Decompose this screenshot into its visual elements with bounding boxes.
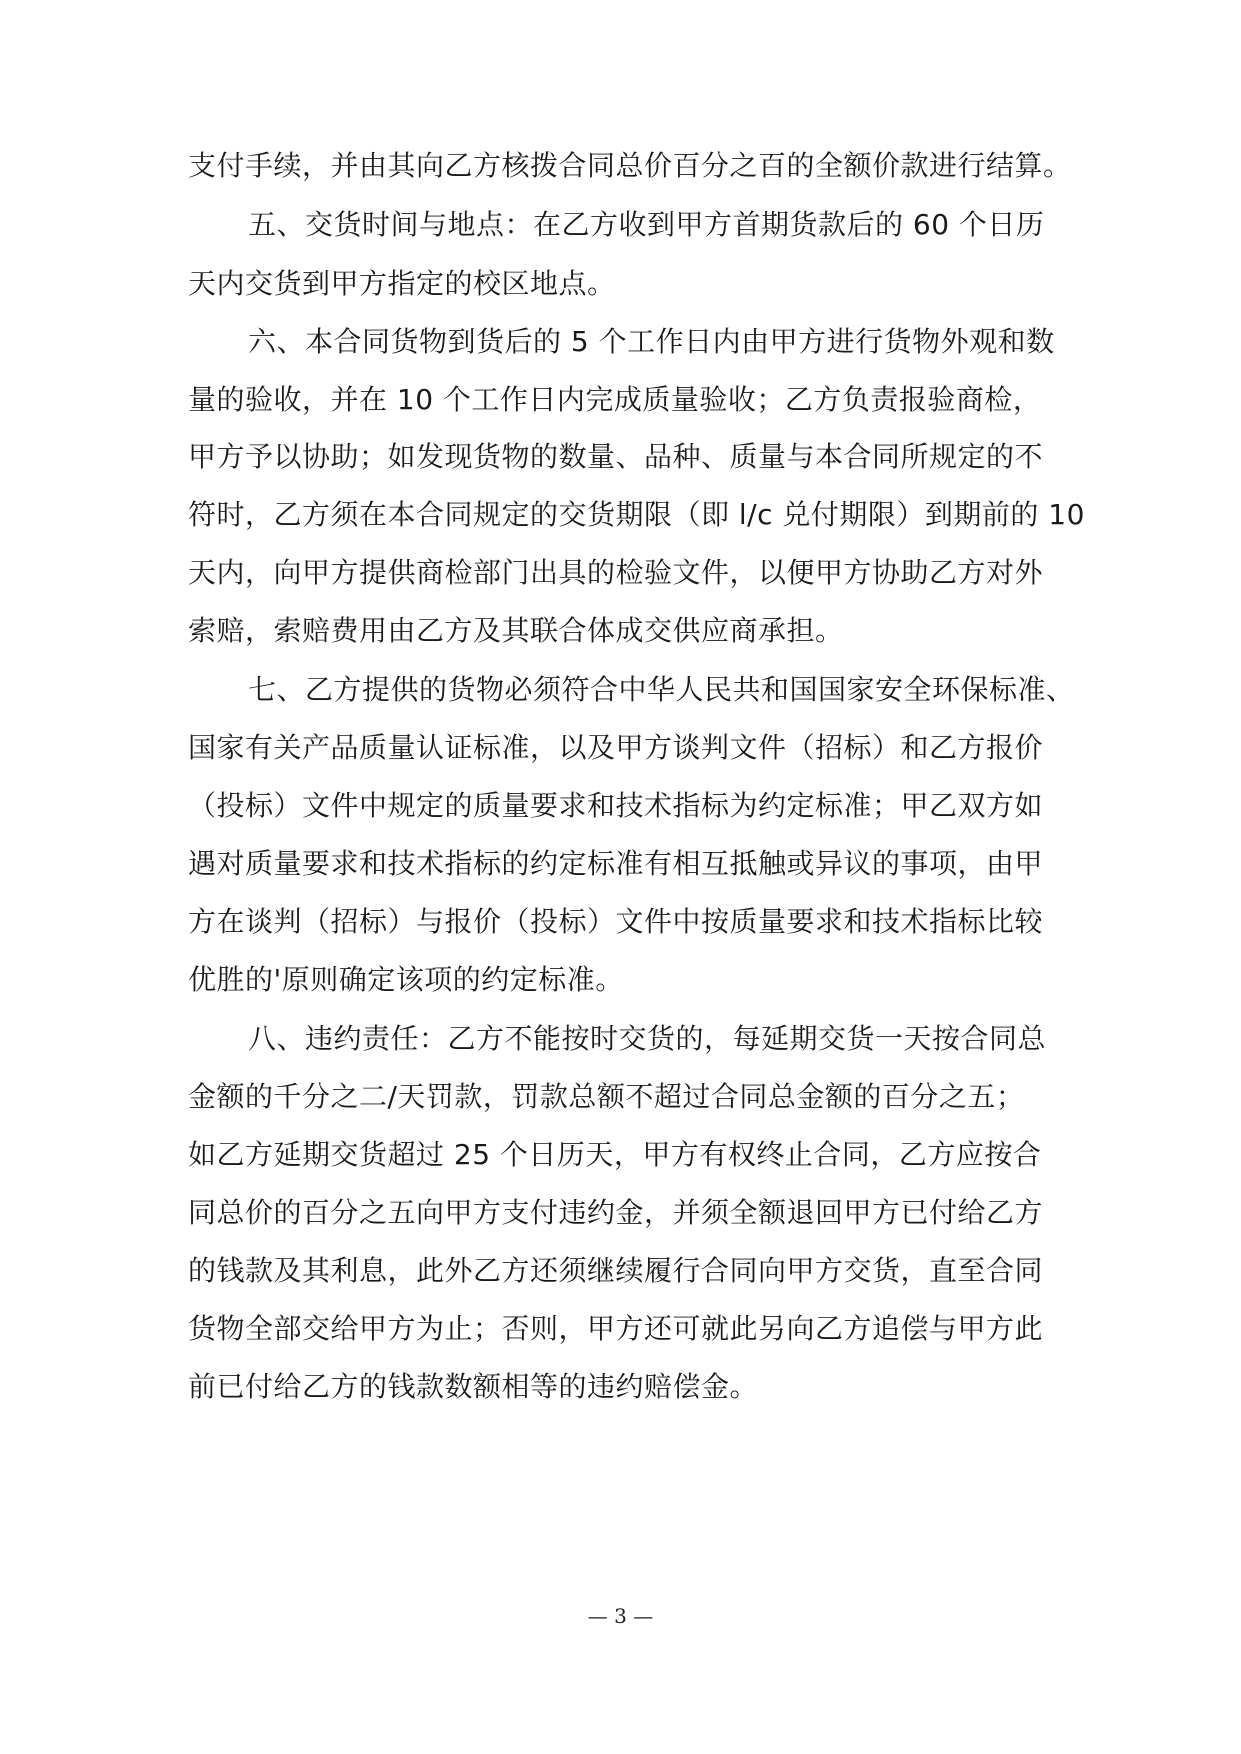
- text-line: 量的验收，并在 10 个工作日内完成质量验收；乙方负责报验商检，: [188, 383, 1042, 416]
- text-line: 符时，乙方须在本合同规定的交货期限（即 l/c 兑付期限）到期前的 10: [188, 498, 1085, 531]
- text-line: 方在谈判（招标）与报价（投标）文件中按质量要求和技术指标比较: [188, 905, 1044, 938]
- clause-8-heading-line: 八、违约责任：乙方不能按时交货的，每延期交货一天按合同总: [248, 1022, 1047, 1055]
- text-line: 国家有关产品质量认证标准，以及甲方谈判文件（招标）和乙方报价: [188, 731, 1044, 764]
- text-line: 甲方予以协助；如发现货物的数量、品种、质量与本合同所规定的不: [188, 440, 1044, 473]
- clause-6-heading-line: 六、本合同货物到货后的 5 个工作日内由甲方进行货物外观和数: [248, 325, 1055, 358]
- text-line: 金额的千分之二/天罚款，罚款总额不超过合同总金额的百分之五；: [188, 1080, 1025, 1113]
- text-line: 同总价的百分之五向甲方支付违约金，并须全额退回甲方已付给乙方: [188, 1196, 1044, 1229]
- clause-7-heading-line: 七、乙方提供的货物必须符合中华人民共和国国家安全环保标准、: [248, 673, 1075, 706]
- clause-5-heading-line: 五、交货时间与地点：在乙方收到甲方首期货款后的 60 个日历: [248, 208, 1045, 241]
- text-line: 货物全部交给甲方为止；否则，甲方还可就此另向乙方追偿与甲方此: [188, 1312, 1044, 1345]
- text-line: 优胜的'原则确定该项的约定标准。: [188, 963, 624, 996]
- text-line: 支付手续，并由其向乙方核拨合同总价百分之百的全额价款进行结算。: [188, 149, 1072, 182]
- text-line: 索赔，索赔费用由乙方及其联合体成交供应商承担。: [188, 614, 844, 647]
- text-line: 天内，向甲方提供商检部门出具的检验文件，以便甲方协助乙方对外: [188, 556, 1044, 589]
- text-line: 天内交货到甲方指定的校区地点。: [188, 267, 616, 300]
- text-line: 如乙方延期交货超过 25 个日历天，甲方有权终止合同，乙方应按合: [188, 1138, 1042, 1171]
- text-line: （投标）文件中规定的质量要求和技术指标为约定标准；甲乙双方如: [188, 789, 1044, 822]
- text-line: 前已付给乙方的钱款数额相等的违约赔偿金。: [188, 1370, 759, 1403]
- page-number: — 3 —: [587, 1604, 654, 1628]
- text-line: 的钱款及其利息，此外乙方还须继续履行合同向甲方交货，直至合同: [188, 1254, 1044, 1287]
- text-line: 遇对质量要求和技术指标的约定标准有相互抵触或异议的事项，由甲: [188, 847, 1044, 880]
